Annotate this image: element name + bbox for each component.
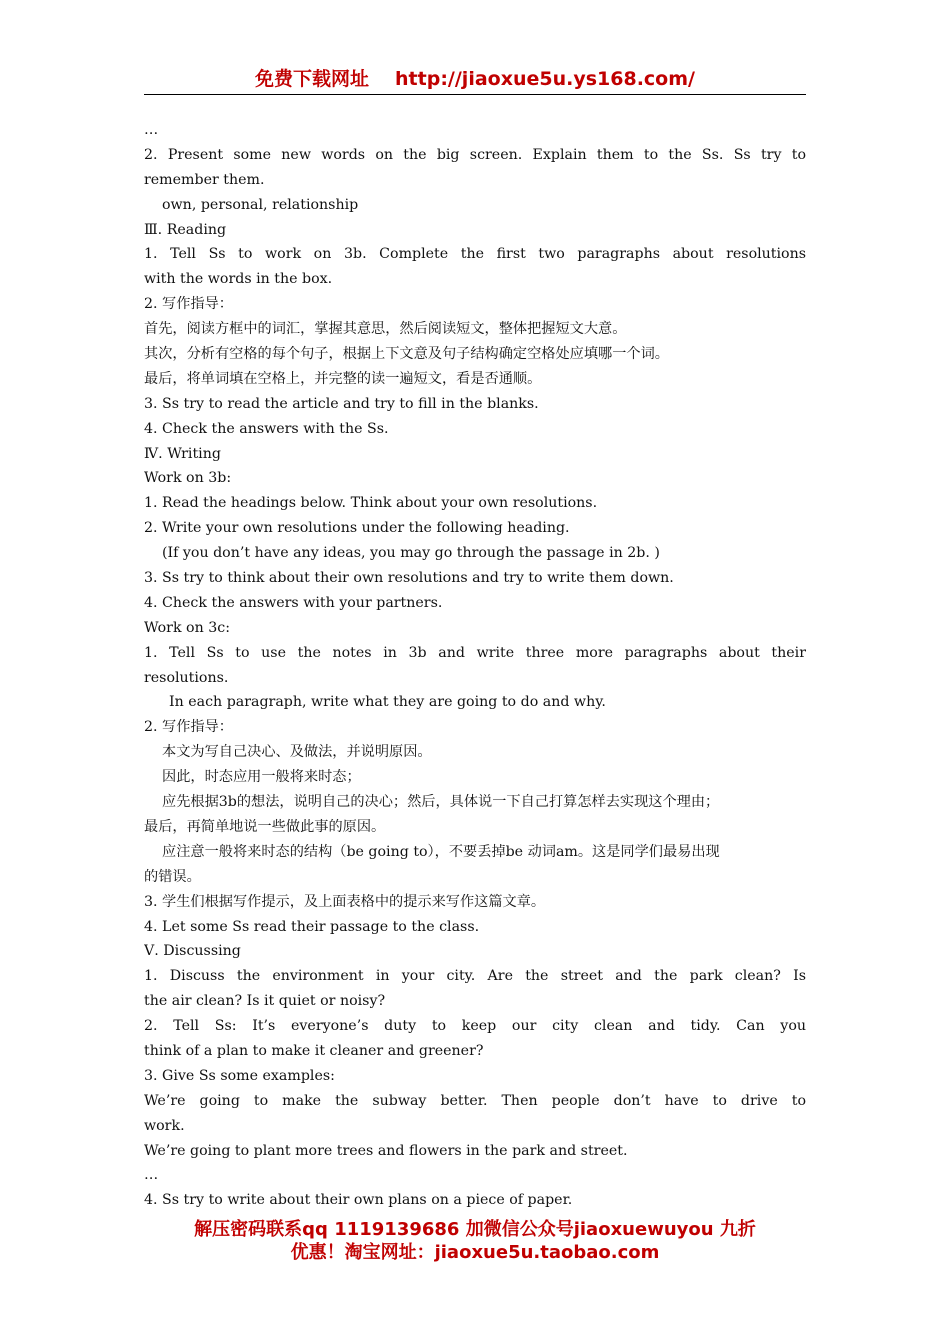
section-heading: Ⅳ. Writing	[144, 445, 221, 462]
text-line: 2. Tell Ss: It’s everyone’s duty to keep our city clean and tidy. Can you	[144, 1018, 806, 1035]
text-line: 3. 学生们根据写作提示，及上面表格中的提示来写作这篇文章。	[144, 893, 546, 910]
text-line: 3. Ss try to think about their own resolutions and try to write them down.	[144, 570, 674, 587]
text-line: with the words in the box.	[144, 271, 333, 288]
page-footer	[144, 1218, 806, 1264]
text-line: …	[144, 1167, 159, 1184]
text-line: 应注意一般将来时态的结构（be going to），不要丢掉be 动词am。这是同学们最易出现	[162, 843, 720, 860]
footer-line-2: 优惠！淘宝网址：jiaoxue5u.taobao.com	[290, 1242, 660, 1263]
section-heading: Ⅲ. Reading	[144, 221, 227, 238]
text-line: …	[144, 122, 159, 138]
text-line: 1. Tell Ss to use the notes in 3b and write three more paragraphs about their	[144, 644, 806, 661]
text-line: 4. Let some Ss read their passage to the class.	[144, 918, 480, 935]
text-line: We’re going to make the subway better. Then people don’t have to drive to	[144, 1092, 806, 1109]
text-line: Work on 3c:	[144, 619, 230, 636]
text-line: resolutions.	[144, 669, 229, 686]
text-line: 其次，分析有空格的每个句子，根据上下文意及句子结构确定空格处应填哪一个词。	[144, 346, 669, 363]
page-header	[144, 64, 806, 95]
text-line: We’re going to plant more trees and flowers in the park and street.	[144, 1142, 628, 1159]
text-line: 4. Ss try to write about their own plans on a piece of paper.	[144, 1192, 573, 1209]
text-line: 1. Discuss the environment in your city. Are the street and the park clean? Is	[144, 968, 806, 985]
text-line: Work on 3b:	[144, 470, 232, 487]
text-line: 1. Read the headings below. Think about your own resolutions.	[144, 495, 598, 512]
document-body	[144, 118, 806, 1213]
text-line: 1. Tell Ss to work on 3b. Complete the first two paragraphs about resolutions	[144, 246, 806, 263]
text-line: 的错误。	[144, 868, 201, 885]
header-label: 免费下载网址	[255, 68, 370, 90]
text-line: 本文为写自己决心、及做法，并说明原因。	[162, 744, 432, 761]
text-line: the air clean? Is it quiet or noisy?	[144, 993, 386, 1010]
text-line: (If you don’t have any ideas, you may go through the passage in 2b. )	[162, 545, 660, 562]
text-line: work.	[144, 1117, 185, 1134]
text-line: own, personal, relationship	[162, 196, 359, 213]
text-line: 因此，时态应用一般将来时态；	[162, 769, 361, 786]
text-line: 2. Write your own resolutions under the following heading.	[144, 520, 570, 537]
header-url[interactable]: http://jiaoxue5u.ys168.com/	[395, 68, 695, 90]
text-line: 应先根据3b的想法，说明自己的决心；然后，具体说一下自己打算怎样去实现这个理由；	[162, 794, 720, 811]
text-line: think of a plan to make it cleaner and greener?	[144, 1042, 484, 1059]
text-line: 4. Check the answers with the Ss.	[144, 420, 389, 437]
text-line: In each paragraph, write what they are going to do and why.	[169, 694, 606, 711]
footer-line-1: 解压密码联系qq 1119139686 加微信公众号jiaoxuewuyou 九折	[194, 1219, 756, 1240]
text-line: 最后，再简单地说一些做此事的原因。	[144, 818, 386, 835]
text-line: 3. Ss try to read the article and try to fill in the blanks.	[144, 395, 539, 412]
text-line: 4. Check the answers with your partners.	[144, 594, 443, 611]
text-line: 最后，将单词填在空格上，并完整的读一遍短文，看是否通顺。	[144, 370, 542, 387]
text-line: 首先，阅读方框中的词汇，掌握其意思，然后阅读短文，整体把握短文大意。	[144, 321, 627, 338]
text-line: 3. Give Ss some examples:	[144, 1067, 335, 1084]
text-line: remember them.	[144, 171, 265, 188]
text-line: 2. 写作指导：	[144, 719, 233, 736]
text-line: 2. Present some new words on the big screen. Explain them to the Ss. Ss try to	[144, 146, 806, 163]
section-heading: Ⅴ. Discussing	[144, 943, 241, 960]
text-line: 2. 写作指导：	[144, 296, 233, 313]
